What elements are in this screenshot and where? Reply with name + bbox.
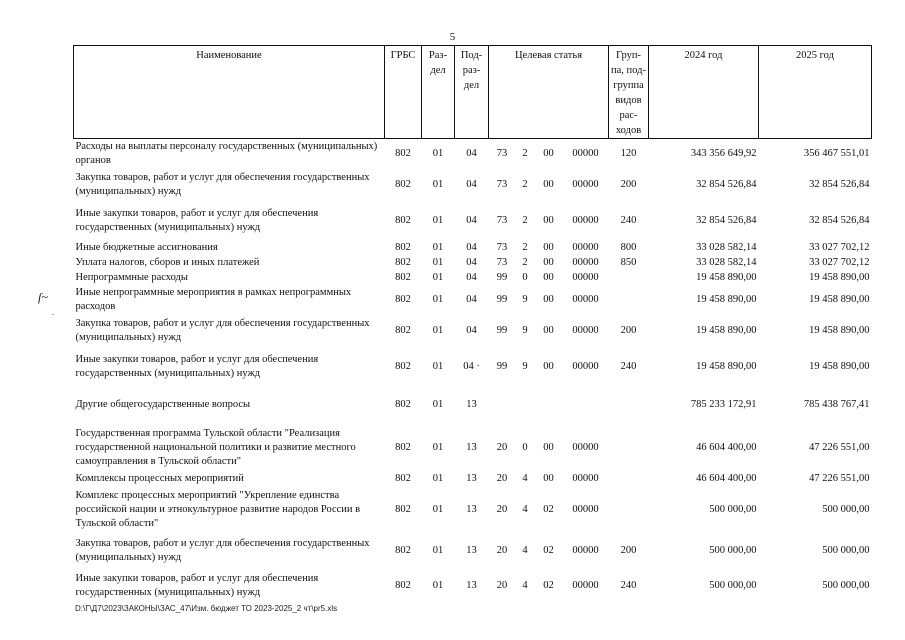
row-expense-type	[609, 424, 649, 471]
row-target-direction: 00000	[572, 361, 599, 373]
row-name: Закупка товаров, работ и услуг для обеспечения государственных (муниципальных) нужд	[75, 537, 370, 563]
row-grbs: 802	[395, 399, 411, 411]
row-target-direction: 00000	[572, 147, 599, 159]
row-grbs: 802	[395, 472, 411, 484]
row-expense-type: 200	[620, 179, 637, 191]
row-razdel: 01	[432, 544, 444, 556]
row-podrazdel: 04	[466, 325, 477, 337]
row-value-2024: 33 028 582,14	[696, 241, 757, 253]
row-name: Непрограммные расходы	[75, 271, 188, 283]
row-target-main-event: 00	[543, 241, 554, 253]
row-grbs: 802	[395, 147, 411, 159]
row-target-direction: 00000	[572, 472, 599, 484]
margin-dot-mark: .	[52, 308, 54, 317]
row-podrazdel: 04	[466, 215, 477, 227]
row-value-2025: 356 467 551,01	[803, 147, 870, 159]
row-razdel: 01	[432, 503, 444, 515]
row-value-2025: 500 000,00	[822, 579, 870, 591]
row-value-2024: 32 854 526,84	[696, 215, 757, 227]
row-name: Государственная программа Тульской области "Реализация государственной национальной политики и развитие местного самоуправления в Тульской области"	[75, 427, 356, 468]
row-expense-type	[609, 471, 649, 486]
row-value-2024: 500 000,00	[709, 579, 757, 591]
table-header-row	[74, 46, 872, 139]
row-target-direction: 00000	[572, 441, 599, 453]
row-target-program: 99	[496, 293, 508, 305]
row-podrazdel: 04	[466, 293, 477, 305]
row-grbs: 802	[395, 179, 411, 191]
row-target-program: 73	[496, 215, 508, 227]
row-grbs: 802	[395, 271, 411, 283]
row-target-direction	[563, 386, 609, 424]
row-target-subprogram: 0	[522, 441, 528, 453]
row-value-2025: 33 027 702,12	[809, 256, 870, 268]
table-row	[74, 314, 872, 348]
row-value-2025: 32 854 526,84	[809, 179, 870, 191]
row-razdel: 01	[432, 271, 444, 283]
row-expense-type: 800	[620, 241, 637, 253]
table-row	[74, 486, 872, 533]
row-razdel: 01	[432, 441, 444, 453]
row-target-direction: 00000	[572, 271, 599, 283]
row-podrazdel: 13	[466, 544, 477, 556]
row-target-subprogram: 9	[522, 361, 528, 373]
row-target-main-event: 00	[543, 147, 554, 159]
table-row	[74, 533, 872, 568]
row-grbs: 802	[395, 256, 411, 268]
row-value-2024: 500 000,00	[709, 503, 757, 515]
header-grbs: ГРБС	[385, 46, 422, 139]
row-target-main-event: 02	[543, 503, 554, 515]
header-target-article: Целевая статья	[489, 46, 609, 139]
row-name: Закупка товаров, работ и услуг для обеспечения государственных (муниципальных) нужд	[75, 318, 370, 344]
row-razdel: 01	[432, 399, 444, 411]
table-row	[74, 424, 872, 471]
row-target-subprogram: 2	[522, 256, 528, 268]
row-name: Комплекс процессных мероприятий "Укрепление единства российской нации и этнокультурное развитие народов России в Тульской области"	[75, 489, 361, 530]
row-podrazdel: 13	[466, 472, 477, 484]
row-target-direction: 00000	[572, 503, 599, 515]
row-target-main-event	[535, 386, 563, 424]
row-expense-type	[609, 386, 649, 424]
row-target-program: 20	[496, 503, 508, 515]
row-value-2024: 32 854 526,84	[696, 179, 757, 191]
margin-handwritten-mark: ſ~	[38, 290, 48, 304]
row-target-main-event: 00	[543, 256, 554, 268]
row-grbs: 802	[395, 503, 411, 515]
row-name: Иные бюджетные ассигнования	[75, 241, 218, 253]
table-row	[74, 471, 872, 486]
row-name: Другие общегосударственные вопросы	[75, 399, 251, 411]
row-target-program: 20	[496, 472, 508, 484]
row-target-main-event: 00	[543, 215, 554, 227]
row-razdel: 01	[432, 179, 444, 191]
row-target-program: 20	[496, 579, 508, 591]
header-name: Наименование	[74, 46, 385, 139]
row-grbs: 802	[395, 215, 411, 227]
table-row	[74, 386, 872, 424]
header-podrazdel: Под- раз- дел	[455, 46, 489, 139]
row-grbs: 802	[395, 579, 411, 591]
row-value-2025: 32 854 526,84	[809, 215, 870, 227]
row-value-2024: 19 458 890,00	[696, 361, 757, 373]
row-expense-type: 850	[620, 256, 637, 268]
row-target-subprogram: 4	[522, 503, 528, 515]
row-expense-type	[609, 486, 649, 533]
row-target-program: 99	[496, 325, 508, 337]
row-target-program: 73	[496, 241, 508, 253]
row-target-program: 20	[496, 441, 508, 453]
row-podrazdel: 04	[466, 271, 477, 283]
row-target-subprogram	[516, 386, 535, 424]
row-razdel: 01	[432, 241, 444, 253]
row-name: Иные закупки товаров, работ и услуг для обеспечения государственных (муниципальных) нужд	[75, 208, 319, 234]
row-podrazdel: 13	[466, 579, 477, 591]
row-grbs: 802	[395, 241, 411, 253]
row-value-2024: 46 604 400,00	[696, 441, 757, 453]
row-value-2025: 500 000,00	[822, 544, 870, 556]
row-grbs: 802	[395, 293, 411, 305]
row-value-2024: 19 458 890,00	[696, 325, 757, 337]
row-value-2025: 785 438 767,41	[803, 399, 870, 411]
row-value-2025: 19 458 890,00	[809, 271, 870, 283]
footer-file-path: D:\Г\Д7\2023\ЗАКОНЫ\ЗАС_47\Изм. бюджет ТО 2023-2025_2 чт\pr5.xls	[75, 604, 338, 613]
header-razdel: Раз- дел	[422, 46, 455, 139]
row-target-subprogram: 2	[522, 215, 528, 227]
row-target-direction: 00000	[572, 544, 599, 556]
row-grbs: 802	[395, 325, 411, 337]
header-2025: 2025 год	[759, 46, 872, 139]
row-target-direction: 00000	[572, 215, 599, 227]
row-value-2025: 19 458 890,00	[809, 293, 870, 305]
row-razdel: 01	[432, 293, 444, 305]
row-value-2025: 47 226 551,00	[809, 441, 870, 453]
row-target-main-event: 02	[543, 579, 554, 591]
row-target-direction: 00000	[572, 256, 599, 268]
budget-table	[73, 45, 872, 603]
table-row	[74, 255, 872, 270]
row-value-2024: 46 604 400,00	[696, 472, 757, 484]
header-expense-group: Груп- па, под- группа видов рас- ходов	[609, 46, 649, 139]
row-expense-type	[609, 270, 649, 285]
row-value-2024: 19 458 890,00	[696, 293, 757, 305]
row-podrazdel: 13	[466, 503, 477, 515]
row-name: Закупка товаров, работ и услуг для обеспечения государственных (муниципальных) нужд	[75, 172, 370, 198]
row-target-subprogram: 2	[522, 179, 528, 191]
row-target-subprogram: 4	[522, 544, 528, 556]
row-target-subprogram: 2	[522, 241, 528, 253]
row-value-2025: 19 458 890,00	[809, 361, 870, 373]
row-name: Иные закупки товаров, работ и услуг для обеспечения государственных (муниципальных) нужд	[75, 354, 319, 380]
row-podrazdel: 13	[466, 441, 477, 453]
table-row	[74, 568, 872, 603]
row-value-2024: 500 000,00	[709, 544, 757, 556]
row-target-subprogram: 9	[522, 293, 528, 305]
row-razdel: 01	[432, 361, 444, 373]
row-target-subprogram: 0	[522, 271, 528, 283]
row-target-direction: 00000	[572, 293, 599, 305]
row-razdel: 01	[432, 472, 444, 484]
table-row	[74, 202, 872, 240]
row-expense-type: 200	[620, 325, 637, 337]
table-row	[74, 240, 872, 255]
row-target-subprogram: 2	[522, 147, 528, 159]
row-name: Расходы на выплаты персоналу государственных (муниципальных) органов	[75, 140, 378, 166]
row-target-direction: 00000	[572, 325, 599, 337]
row-target-main-event: 00	[543, 472, 554, 484]
page-number: 5	[449, 31, 456, 43]
row-razdel: 01	[432, 147, 444, 159]
row-target-program: 73	[496, 256, 508, 268]
row-target-program: 99	[496, 361, 508, 373]
row-target-main-event: 00	[543, 325, 554, 337]
row-name: Уплата налогов, сборов и иных платежей	[75, 256, 260, 268]
row-target-subprogram: 9	[522, 325, 528, 337]
row-podrazdel: 04	[466, 241, 477, 253]
row-expense-type: 240	[620, 579, 637, 591]
row-value-2024: 33 028 582,14	[696, 256, 757, 268]
table-row	[74, 270, 872, 285]
table-row	[74, 285, 872, 314]
row-podrazdel: 04 ·	[463, 361, 480, 373]
row-name: Иные закупки товаров, работ и услуг для обеспечения государственных (муниципальных) нужд	[75, 572, 319, 598]
row-name: Иные непрограммные мероприятия в рамках непрограммных расходов	[75, 286, 352, 312]
row-razdel: 01	[432, 256, 444, 268]
row-target-main-event: 00	[543, 293, 554, 305]
row-target-main-event: 02	[543, 544, 554, 556]
row-razdel: 01	[432, 215, 444, 227]
row-target-program: 73	[496, 147, 508, 159]
row-target-program: 20	[496, 544, 508, 556]
row-target-program	[489, 386, 516, 424]
row-value-2024: 785 233 172,91	[690, 399, 757, 411]
row-podrazdel: 13	[466, 399, 477, 411]
row-name: Комплексы процессных мероприятий	[75, 472, 244, 484]
row-podrazdel: 04	[466, 179, 477, 191]
row-value-2024: 19 458 890,00	[696, 271, 757, 283]
row-value-2025: 500 000,00	[822, 503, 870, 515]
row-expense-type: 240	[620, 361, 637, 373]
row-target-direction: 00000	[572, 241, 599, 253]
row-target-subprogram: 4	[522, 472, 528, 484]
row-grbs: 802	[395, 544, 411, 556]
row-grbs: 802	[395, 441, 411, 453]
row-value-2024: 343 356 649,92	[690, 147, 757, 159]
row-podrazdel: 04	[466, 256, 477, 268]
row-expense-type: 120	[620, 147, 637, 159]
table-row	[74, 348, 872, 386]
row-target-main-event: 00	[543, 271, 554, 283]
header-2024: 2024 год	[649, 46, 759, 139]
row-value-2025: 47 226 551,00	[809, 472, 870, 484]
table-row	[74, 139, 872, 169]
row-razdel: 01	[432, 325, 444, 337]
row-expense-type	[609, 285, 649, 314]
row-razdel: 01	[432, 579, 444, 591]
row-podrazdel: 04	[466, 147, 477, 159]
table-row	[74, 168, 872, 202]
row-target-subprogram: 4	[522, 579, 528, 591]
row-target-main-event: 00	[543, 441, 554, 453]
row-target-program: 99	[496, 271, 508, 283]
row-target-direction: 00000	[572, 179, 599, 191]
row-expense-type: 200	[620, 544, 637, 556]
row-target-main-event: 00	[543, 179, 554, 191]
row-value-2025: 19 458 890,00	[809, 325, 870, 337]
row-grbs: 802	[395, 361, 411, 373]
row-target-main-event: 00	[543, 361, 554, 373]
row-value-2025: 33 027 702,12	[809, 241, 870, 253]
row-expense-type: 240	[620, 215, 637, 227]
row-target-direction: 00000	[572, 579, 599, 591]
row-target-program: 73	[496, 179, 508, 191]
